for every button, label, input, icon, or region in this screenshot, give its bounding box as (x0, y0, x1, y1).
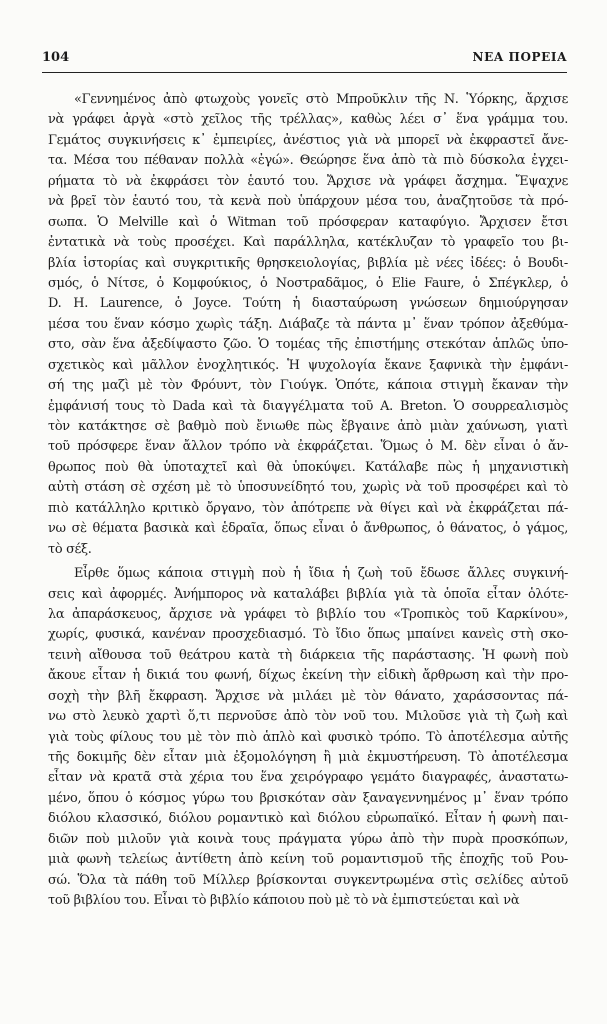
text-line: τα. Μέσα του πέθαναν πολλὰ «ἐγώ». Θεώρησε ἕνα ἀπὸ τὰ πιὸ δύσκολα ἐγχει- (48, 153, 568, 169)
text-line: γιὰ τοὺς φίλους του μὲ τὸν πιὸ ἁπλὸ καὶ φυσικὸ τρόπο. Τὸ ἀποτέλεσμα αὐτῆς (48, 729, 568, 745)
text-line: νω σὲ θέματα βασικὰ καὶ ἑδραῖα, ὅπως εἶναι ὁ ἄνθρωπος, ὁ θάνατος, ὁ γάμος, (48, 521, 568, 537)
text-line: λα ἀπαράσκευος, ἄρχισε νὰ γράφει τὸ βιβλίο του «Τροπικὸς τοῦ Καρκίνου», (48, 606, 568, 622)
text-line: μιὰ φωνὴ τελείως ἀντίθετη ἀπὸ κείνη τοῦ ρομαντισμοῦ τῆς ἐποχῆς τοῦ Ρου- (48, 852, 568, 868)
text-line: νω στὸ λευκὸ χαρτὶ ὅ,τι περνοῦσε ἀπὸ τὸν νοῦ του. Μιλοῦσε γιὰ τὴ ζωὴ καὶ (48, 709, 568, 725)
text-line: σή της μαζὶ μὲ τὸν Φρόυντ, τὸν Γιούγκ. Ὁπότε, κάποια στιγμὴ ἔκαναν τὴν (48, 378, 568, 394)
text-line: «Γεννημένος ἀπὸ φτωχοὺς γονεῖς στὸ Μπροῦκλιν τῆς Ν. Ὑόρκης, ἄρχισε (74, 92, 568, 107)
text-line: τὸ σέξ. (48, 541, 92, 557)
text-line: τεινὴ αἴθουσα τοῦ θεάτρου κατὰ τὴ διάρκεια τῆς παράστασης. Ἡ φωνὴ ποὺ (48, 647, 568, 663)
text-line: σοχὴ τὴν βλῆ ἔκφραση. Ἄρχισε νὰ μιλάει μὲ τὸν θάνατο, χαράσσοντας πά- (48, 688, 568, 704)
text-line: εἶταν νὰ κρατᾶ στὰ χέρια του ἕνα χειρόγραφο γεμάτο διαγραφές, ἀναστατω- (48, 770, 568, 786)
text-line: Γεμάτος συγκινήσεις κ᾽ ἐμπειρίες, ἀνέστιος γιὰ νὰ μπορεῖ νὰ ἐκφραστεῖ ἄνε- (48, 132, 568, 148)
page-number: 104 (42, 50, 70, 65)
text-line: σμός, ὁ Νίτσε, ὁ Κομφούκιος, ὁ Νοστραδᾶμος, ὁ Elie Faure, ὁ Σπέγκλερ, ὁ (48, 275, 568, 291)
text-line: πιὸ κατάλληλο κριτικὸ ὄργανο, τὸν ἀπότρεπε νὰ θίγει καὶ νὰ ἐκφράζεται πά- (48, 500, 568, 516)
text-line: νὰ βρεῖ τὸν ἑαυτό του, τὰ κενὰ ποὺ ὑπάρχουν μέσα του, ἀναζητοῦσε τὰ πρό- (48, 194, 568, 210)
text-line: μέσα του ἕναν κόσμο χωρὶς τάξη. Διάβαζε τὰ πάντα μ᾽ ἕναν τρόπον ἀξεθύμα- (48, 316, 568, 332)
text-line: ἐντατικὰ νὰ τοὺς προσέχει. Καὶ παράλληλα, κατέκλυζαν τὸ γραφεῖο του βι- (48, 235, 568, 251)
text-line: τὸν κατάκτησε σὲ βαθμὸ ποὺ ἔνιωθε πὼς ἔβγαινε ἀπὸ μιὰν χαύνωση, γιατὶ (48, 419, 568, 434)
paragraph (48, 90, 568, 560)
text-line: σεις καὶ ἀφορμές. Ἀνήμπορος νὰ καταλάβει βιβλία γιὰ τὰ ὁποῖα εἶταν ὁλότε- (48, 586, 568, 602)
text-line: βλία ἱστορίας καὶ συγκριτικῆς θρησκειολογίας, βιβλία μὲ νέες ἰδέες: ὁ Βουδι- (48, 255, 568, 271)
text-line: ἄκουε εἶταν ἡ δικιά του φωνή, δίχως ἐκείνη τὴν εἰδικὴ ἄρθρωση καὶ τὴν προ- (48, 668, 568, 684)
text-line: νὰ γράφει ἀργὰ «στὸ χεῖλος τῆς τρέλλας», καθὼς λέει σ᾽ ἕνα γράμμα του. (48, 112, 568, 128)
text-line: σώ. Ὅλα τὰ πάθη τοῦ Μίλλερ βρίσκονται συγκεντρωμένα στὶς σελίδες αὐτοῦ (48, 872, 568, 888)
text-line: τῆς δοκιμῆς δὲν εἶταν μιὰ ἐξομολόγηση ἢ μιὰ ἐκμυστήρευση. Τὸ ἀποτέλεσμα (48, 750, 568, 765)
text-line: χωρίς, φυσικά, κανέναν προσχεδιασμό. Τὸ ἴδιο ὅπως μπαίνει κανεὶς στὴ σκο- (48, 627, 568, 643)
text-line: διόλου κλασσικό, διόλου ρομαντικὸ καὶ διόλου εὐρωπαϊκό. Εἶταν ἡ φωνὴ παι- (48, 811, 568, 827)
text-line: σωπα. Ὁ Melville καὶ ὁ Witman τοῦ πρόσφεραν καταφύγιο. Ἄρχισεν ἔτσι (48, 214, 568, 230)
text-line: μένο, ὅπου ὁ κόσμος γύρω του βρισκόταν σὰν ξαναγεννημένος μ᾽ ἕναν τρόπο (48, 790, 568, 806)
text-line: Εἶρθε ὅμως κάποια στιγμὴ ποὺ ἡ ἴδια ἡ ζωὴ τοῦ ἔδωσε ἄλλες συγκινή- (74, 566, 568, 582)
text-line: τοῦ βιβλίου του. Εἶναι τὸ βιβλίο κάποιου ποὺ μὲ τὸ νὰ ἐμπιστεύεται καὶ νὰ (48, 893, 520, 909)
page-header (42, 50, 567, 73)
text-line: θρωπος ποὺ θὰ ὑποταχτεῖ καὶ θὰ ὑποκύψει. Κατάλαβε πὼς ἡ μηχανιστικὴ (48, 459, 568, 475)
text-line: αὐτὴ στάση σὲ σχέση μὲ τὸ ὑποσυνείδητό του, χωρὶς νὰ τοῦ προσφέρει καὶ τὸ (48, 480, 568, 496)
text-line: D. H. Laurence, ὁ Joyce. Τούτη ἡ διασταύρωση γνώσεων δημιούργησαν (48, 296, 568, 312)
text-line: στο, σὰν ἕνα ἀξεδίψαστο ζῶο. Ὁ τομέας τῆς ἐπιστήμης στεκόταν ἁπλῶς ὑπο- (48, 337, 568, 353)
text-line: ρήματα τὸ νὰ ἐκφράσει τὸν ἑαυτό του. Ἄρχισε νὰ γράφει ἄσχημα. Ἔψαχνε (48, 173, 568, 189)
running-title: ΝΕΑ ΠΟΡΕΙΑ (472, 50, 567, 64)
text-line: τοῦ πρόσφερε ἕναν ἄλλον τρόπο νὰ ἐκφράζεται. Ὅμως ὁ Μ. δὲν εἶναι ὁ ἄν- (48, 439, 568, 455)
text-line: σχετικὸς καὶ μᾶλλον ἐνοχλητικός. Ἡ ψυχολογία ἔκανε ξαφνικὰ τὴν ἐμφάνι- (48, 357, 568, 373)
text-line: ἐμφάνισή τους τὸ Dada καὶ τὰ διαγγέλματα τοῦ A. Breton. Ὁ σουρρεαλισμὸς (48, 398, 568, 414)
text-line: διῶν ποὺ μιλοῦν γιὰ κοινὰ τους πράγματα γύρω ἀπὸ τὴν πυρὰ προσκόπων, (48, 831, 568, 847)
paragraph (48, 564, 568, 911)
body-text (48, 90, 568, 912)
